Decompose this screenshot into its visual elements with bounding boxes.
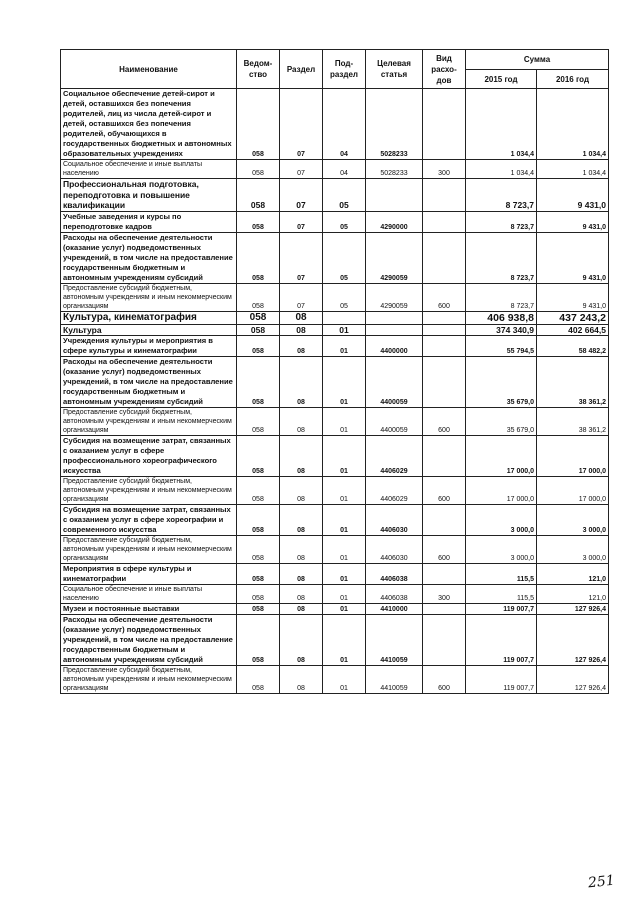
row-sum-2016: 127 926,4 bbox=[537, 666, 609, 694]
row-sum-2015: 374 340,9 bbox=[466, 324, 537, 336]
row-podrazdel: 01 bbox=[323, 324, 366, 336]
row-sum-2016: 121,0 bbox=[537, 564, 609, 585]
budget-table bbox=[60, 49, 609, 694]
row-target: 4406029 bbox=[366, 436, 423, 477]
row-target: 4410059 bbox=[366, 666, 423, 694]
row-sum-2015: 3 000,0 bbox=[466, 536, 537, 564]
row-name: Предоставление субсидий бюджетным, автономным учреждениям и иным некоммерческим организациям bbox=[61, 408, 237, 436]
row-target: 4290000 bbox=[366, 211, 423, 232]
row-razdel: 07 bbox=[280, 89, 323, 160]
row-sum-2015: 119 007,7 bbox=[466, 666, 537, 694]
header-razdel: Раздел bbox=[280, 50, 323, 89]
row-ved: 058 bbox=[237, 505, 280, 536]
row-podrazdel: 01 bbox=[323, 408, 366, 436]
row-target: 4410000 bbox=[366, 604, 423, 615]
row-sum-2016: 38 361,2 bbox=[537, 408, 609, 436]
row-ved: 058 bbox=[237, 564, 280, 585]
row-target: 4406030 bbox=[366, 536, 423, 564]
row-target: 4400059 bbox=[366, 357, 423, 408]
row-podrazdel: 05 bbox=[323, 283, 366, 311]
row-sum-2015: 17 000,0 bbox=[466, 477, 537, 505]
row-podrazdel: 01 bbox=[323, 585, 366, 604]
row-razdel: 07 bbox=[280, 232, 323, 283]
row-sum-2015: 406 938,8 bbox=[466, 311, 537, 324]
row-sum-2016: 9 431,0 bbox=[537, 179, 609, 212]
row-ved: 058 bbox=[237, 89, 280, 160]
row-razdel: 07 bbox=[280, 211, 323, 232]
row-podrazdel: 01 bbox=[323, 336, 366, 357]
row-name: Культура, кинематография bbox=[61, 311, 237, 324]
row-podrazdel: 01 bbox=[323, 357, 366, 408]
row-vid bbox=[423, 357, 466, 408]
row-vid: 600 bbox=[423, 283, 466, 311]
row-razdel: 07 bbox=[280, 283, 323, 311]
row-sum-2016: 9 431,0 bbox=[537, 211, 609, 232]
row-podrazdel: 01 bbox=[323, 536, 366, 564]
row-ved: 058 bbox=[237, 211, 280, 232]
row-sum-2015: 35 679,0 bbox=[466, 357, 537, 408]
row-podrazdel bbox=[323, 311, 366, 324]
row-sum-2015: 8 723,7 bbox=[466, 232, 537, 283]
row-target: 5028233 bbox=[366, 160, 423, 179]
row-ved: 058 bbox=[237, 666, 280, 694]
row-sum-2016: 402 664,5 bbox=[537, 324, 609, 336]
row-target bbox=[366, 324, 423, 336]
row-podrazdel: 01 bbox=[323, 564, 366, 585]
row-ved: 058 bbox=[237, 311, 280, 324]
row-sum-2016: 127 926,4 bbox=[537, 615, 609, 666]
table-row bbox=[61, 604, 609, 615]
row-razdel: 08 bbox=[280, 615, 323, 666]
row-podrazdel: 01 bbox=[323, 604, 366, 615]
table-row bbox=[61, 585, 609, 604]
row-target: 4406038 bbox=[366, 564, 423, 585]
table-row bbox=[61, 179, 609, 212]
table-row bbox=[61, 160, 609, 179]
row-sum-2015: 8 723,7 bbox=[466, 211, 537, 232]
row-target bbox=[366, 311, 423, 324]
row-name: Профессиональная подготовка, переподготовка и повышение квалификации bbox=[61, 179, 237, 212]
row-target: 4290059 bbox=[366, 283, 423, 311]
row-sum-2016: 9 431,0 bbox=[537, 283, 609, 311]
row-vid bbox=[423, 564, 466, 585]
row-razdel: 08 bbox=[280, 336, 323, 357]
row-name: Расходы на обеспечение деятельности (оказание услуг) подведомственных учреждений, в том числе на предоставление государственным бюджетным и автономным учреждениям субсидий bbox=[61, 615, 237, 666]
row-name: Учебные заведения и курсы по переподготовке кадров bbox=[61, 211, 237, 232]
table-body bbox=[61, 89, 609, 694]
row-ved: 058 bbox=[237, 604, 280, 615]
row-sum-2015: 3 000,0 bbox=[466, 505, 537, 536]
row-ved: 058 bbox=[237, 436, 280, 477]
row-sum-2016: 17 000,0 bbox=[537, 436, 609, 477]
row-vid: 600 bbox=[423, 666, 466, 694]
row-razdel: 08 bbox=[280, 604, 323, 615]
row-razdel: 07 bbox=[280, 160, 323, 179]
row-vid: 600 bbox=[423, 536, 466, 564]
row-razdel: 08 bbox=[280, 408, 323, 436]
table-row bbox=[61, 436, 609, 477]
row-vid bbox=[423, 324, 466, 336]
row-razdel: 08 bbox=[280, 324, 323, 336]
row-razdel: 08 bbox=[280, 311, 323, 324]
row-vid bbox=[423, 336, 466, 357]
row-vid: 300 bbox=[423, 585, 466, 604]
row-podrazdel: 05 bbox=[323, 211, 366, 232]
row-podrazdel: 05 bbox=[323, 232, 366, 283]
table-row bbox=[61, 536, 609, 564]
row-ved: 058 bbox=[237, 336, 280, 357]
row-sum-2016: 1 034,4 bbox=[537, 89, 609, 160]
row-ved: 058 bbox=[237, 408, 280, 436]
header-name: Наименование bbox=[61, 50, 237, 89]
table-row bbox=[61, 615, 609, 666]
row-vid bbox=[423, 436, 466, 477]
row-sum-2016: 17 000,0 bbox=[537, 477, 609, 505]
row-podrazdel: 01 bbox=[323, 477, 366, 505]
row-sum-2015: 8 723,7 bbox=[466, 283, 537, 311]
row-vid: 600 bbox=[423, 408, 466, 436]
row-sum-2016: 121,0 bbox=[537, 585, 609, 604]
row-razdel: 08 bbox=[280, 477, 323, 505]
header-2015: 2015 год bbox=[466, 70, 537, 89]
table-row bbox=[61, 477, 609, 505]
row-name: Субсидия на возмещение затрат, связанных с оказанием услуг в сфере хореографии и современного искусства bbox=[61, 505, 237, 536]
row-vid: 600 bbox=[423, 477, 466, 505]
row-sum-2016: 3 000,0 bbox=[537, 536, 609, 564]
row-sum-2015: 115,5 bbox=[466, 585, 537, 604]
row-razdel: 08 bbox=[280, 585, 323, 604]
row-name: Учреждения культуры и мероприятия в сфере культуры и кинематографии bbox=[61, 336, 237, 357]
row-name: Музеи и постоянные выставки bbox=[61, 604, 237, 615]
row-ved: 058 bbox=[237, 324, 280, 336]
row-target: 5028233 bbox=[366, 89, 423, 160]
table-row bbox=[61, 211, 609, 232]
row-sum-2015: 119 007,7 bbox=[466, 604, 537, 615]
row-razdel: 08 bbox=[280, 564, 323, 585]
table-row bbox=[61, 89, 609, 160]
row-ved: 058 bbox=[237, 477, 280, 505]
row-vid bbox=[423, 604, 466, 615]
table-row bbox=[61, 505, 609, 536]
row-name: Предоставление субсидий бюджетным, автономным учреждениям и иным некоммерческим организациям bbox=[61, 283, 237, 311]
row-podrazdel: 01 bbox=[323, 615, 366, 666]
table-row bbox=[61, 564, 609, 585]
row-ved: 058 bbox=[237, 357, 280, 408]
row-sum-2015: 35 679,0 bbox=[466, 408, 537, 436]
row-name: Предоставление субсидий бюджетным, автономным учреждениям и иным некоммерческим организациям bbox=[61, 666, 237, 694]
header-podrazdel: Под-раздел bbox=[323, 50, 366, 89]
row-podrazdel: 01 bbox=[323, 666, 366, 694]
row-name: Предоставление субсидий бюджетным, автономным учреждениям и иным некоммерческим организациям bbox=[61, 477, 237, 505]
row-target: 4406029 bbox=[366, 477, 423, 505]
table-row bbox=[61, 408, 609, 436]
row-ved: 058 bbox=[237, 615, 280, 666]
row-vid bbox=[423, 232, 466, 283]
row-vid bbox=[423, 311, 466, 324]
row-sum-2016: 127 926,4 bbox=[537, 604, 609, 615]
row-razdel: 08 bbox=[280, 357, 323, 408]
row-podrazdel: 05 bbox=[323, 179, 366, 212]
row-name: Социальное обеспечение детей-сирот и детей, оставшихся без попечения родителей, лиц из числа детей-сирот и детей, оставшихся без попечения родителей, обучающихся в государственных бюджетных и автономных образовательных учреждениях bbox=[61, 89, 237, 160]
row-razdel: 08 bbox=[280, 436, 323, 477]
row-sum-2016: 1 034,4 bbox=[537, 160, 609, 179]
row-vid bbox=[423, 505, 466, 536]
row-vid bbox=[423, 211, 466, 232]
table-row bbox=[61, 336, 609, 357]
row-razdel: 08 bbox=[280, 505, 323, 536]
row-ved: 058 bbox=[237, 283, 280, 311]
table-row bbox=[61, 357, 609, 408]
row-target: 4410059 bbox=[366, 615, 423, 666]
row-sum-2016: 38 361,2 bbox=[537, 357, 609, 408]
header-ved: Ведом-ство bbox=[237, 50, 280, 89]
row-razdel: 07 bbox=[280, 179, 323, 212]
row-name: Предоставление субсидий бюджетным, автономным учреждениям и иным некоммерческим организациям bbox=[61, 536, 237, 564]
row-razdel: 08 bbox=[280, 666, 323, 694]
table-row bbox=[61, 283, 609, 311]
row-name: Культура bbox=[61, 324, 237, 336]
header-vid: Вид расхо-дов bbox=[423, 50, 466, 89]
row-name: Социальное обеспечение и иные выплаты населению bbox=[61, 160, 237, 179]
row-target: 4400059 bbox=[366, 408, 423, 436]
row-name: Расходы на обеспечение деятельности (оказание услуг) подведомственных учреждений, в том числе на предоставление государственным бюджетным и автономным учреждениям субсидий bbox=[61, 357, 237, 408]
row-vid bbox=[423, 179, 466, 212]
row-ved: 058 bbox=[237, 232, 280, 283]
header-sum: Сумма bbox=[466, 50, 609, 70]
row-vid bbox=[423, 89, 466, 160]
row-name: Мероприятия в сфере культуры и кинематографии bbox=[61, 564, 237, 585]
row-target: 4400000 bbox=[366, 336, 423, 357]
table-row bbox=[61, 232, 609, 283]
page-number: 251 bbox=[587, 872, 616, 892]
row-sum-2016: 437 243,2 bbox=[537, 311, 609, 324]
row-ved: 058 bbox=[237, 536, 280, 564]
header-target: Целевая статья bbox=[366, 50, 423, 89]
row-sum-2015: 119 007,7 bbox=[466, 615, 537, 666]
table-row bbox=[61, 311, 609, 324]
row-sum-2016: 9 431,0 bbox=[537, 232, 609, 283]
row-sum-2016: 3 000,0 bbox=[537, 505, 609, 536]
row-sum-2015: 55 794,5 bbox=[466, 336, 537, 357]
row-ved: 058 bbox=[237, 179, 280, 212]
row-sum-2015: 1 034,4 bbox=[466, 89, 537, 160]
row-name: Расходы на обеспечение деятельности (оказание услуг) подведомственных учреждений, в том числе на предоставление государственным бюджетным и автономным учреждениям субсидий bbox=[61, 232, 237, 283]
row-podrazdel: 04 bbox=[323, 89, 366, 160]
row-razdel: 08 bbox=[280, 536, 323, 564]
table-row bbox=[61, 324, 609, 336]
row-sum-2015: 115,5 bbox=[466, 564, 537, 585]
row-name: Субсидия на возмещение затрат, связанных с оказанием услуг в сфере профессионального хореографического искусства bbox=[61, 436, 237, 477]
row-ved: 058 bbox=[237, 585, 280, 604]
row-sum-2015: 1 034,4 bbox=[466, 160, 537, 179]
row-target bbox=[366, 179, 423, 212]
row-target: 4406030 bbox=[366, 505, 423, 536]
row-podrazdel: 01 bbox=[323, 436, 366, 477]
row-ved: 058 bbox=[237, 160, 280, 179]
table-row bbox=[61, 666, 609, 694]
row-vid bbox=[423, 615, 466, 666]
row-target: 4290059 bbox=[366, 232, 423, 283]
row-sum-2015: 17 000,0 bbox=[466, 436, 537, 477]
row-podrazdel: 04 bbox=[323, 160, 366, 179]
row-podrazdel: 01 bbox=[323, 505, 366, 536]
header-2016: 2016 год bbox=[537, 70, 609, 89]
row-sum-2015: 8 723,7 bbox=[466, 179, 537, 212]
row-target: 4406038 bbox=[366, 585, 423, 604]
row-vid: 300 bbox=[423, 160, 466, 179]
row-sum-2016: 58 482,2 bbox=[537, 336, 609, 357]
row-name: Социальное обеспечение и иные выплаты населению bbox=[61, 585, 237, 604]
